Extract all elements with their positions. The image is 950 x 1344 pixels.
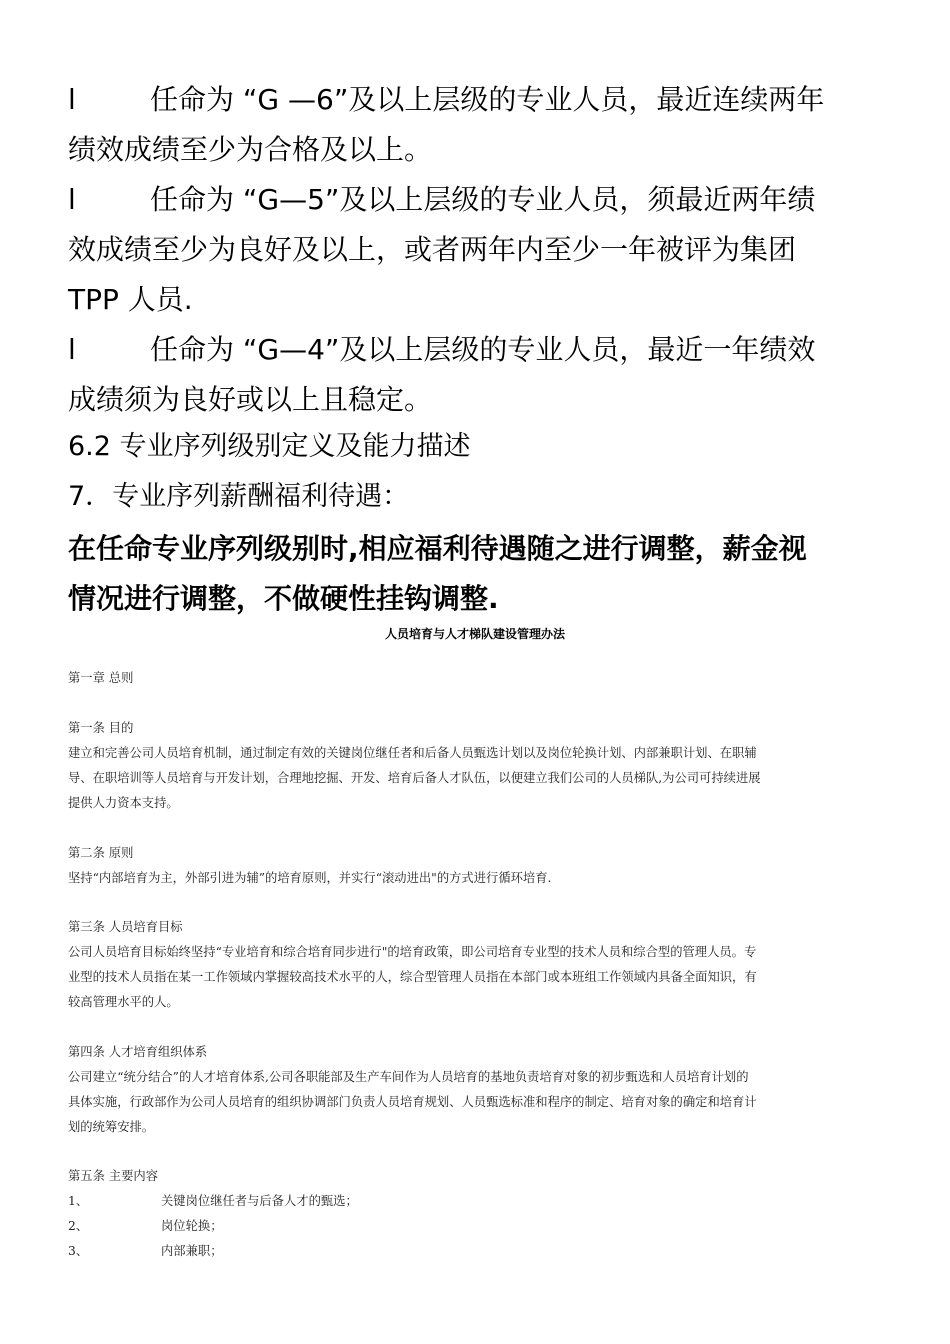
list-item-text: 内部兼职；: [161, 1244, 223, 1258]
bullet-paragraph-2: [68, 175, 883, 225]
pay-line-1: 在任命专业序列级别时,相应福利待遇随之进行调整，薪金视: [68, 532, 807, 565]
chapter-1-heading: 第一章 总则: [68, 671, 134, 685]
document-title: 人员培育与人才梯队建设管理办法: [384, 627, 565, 641]
bullet-mark: l: [68, 183, 76, 216]
article-4-line-1: 公司建立“统分结合”的人才培育体系,公司各职能部及生产车间作为人员培育的基地负责培育对象的初步甄选和人员培育计划的: [68, 1070, 749, 1084]
pay-line-2: 情况进行调整，不做硬性挂钩调整.: [68, 582, 499, 615]
article-3-line-1: 公司人员培育目标始终坚持“专业培育和综合培育同步进行"的培育政策，即公司培育专业型的技术人员和综合型的管理人员。专: [68, 945, 757, 959]
article-3-line-3: 较高管理水平的人。: [68, 995, 179, 1009]
section-7-heading: 7．专业序列薪酬福利待遇：: [68, 481, 410, 512]
bullet-3-line-1: 任命为 “G—4”及以上层级的专业人员，最近一年绩效: [150, 333, 816, 366]
bullet-1-line-2: 绩效成绩至少为合格及以上。: [68, 133, 433, 166]
section-6-2-heading: 6.2 专业序列级别定义及能力描述: [68, 431, 471, 462]
list-item-number: 2、: [68, 1219, 89, 1233]
article-3-line-2: 业型的技术人员指在某一工作领域内掌握较高技术水平的人，综合型管理人员指在本部门或本班组工作领域内具备全面知识，有: [68, 970, 757, 984]
list-item: [68, 1214, 883, 1239]
bullet-2-line-3: TPP 人员.: [68, 283, 193, 316]
article-2-line-1: 坚持“内部培育为主，外部引进为辅”的培育原则，并实行“滚动进出"的方式进行循环培育.: [68, 871, 552, 885]
article-4-title: 第四条 人才培育组织体系: [68, 1045, 208, 1059]
bullet-1-line-1: 任命为 “G —6”及以上层级的专业人员，最近连续两年: [150, 83, 825, 116]
article-1-line-1: 建立和完善公司人员培育机制，通过制定有效的关键岗位继任者和后备人员甄选计划以及岗位轮换计划、内部兼职计划、在职辅: [68, 746, 757, 760]
article-3-title: 第三条 人员培育目标: [68, 920, 183, 934]
bullet-2-line-2: 效成绩至少为良好及以上，或者两年内至少一年被评为集团: [68, 233, 797, 266]
article-1-title: 第一条 目的: [68, 721, 134, 735]
article-1-line-3: 提供人力资本支持。: [68, 796, 179, 810]
bullet-paragraph-3: [68, 325, 883, 375]
list-item-text: 岗位轮换；: [161, 1219, 223, 1233]
list-item: [68, 1189, 883, 1214]
bullet-mark: l: [68, 83, 76, 116]
article-4-line-2: 具体实施，行政部作为公司人员培育的组织协调部门负责人员培育规划、人员甄选标准和程序的制定、培育对象的确定和培育计: [68, 1095, 757, 1109]
article-5-title: 第五条 主要内容: [68, 1169, 158, 1183]
bullet-3-line-2: 成绩须为良好或以上且稳定。: [68, 383, 433, 416]
bullet-paragraph-1: [68, 75, 883, 125]
list-item: [68, 1239, 883, 1264]
list-item-number: 3、: [68, 1244, 89, 1258]
list-item-number: 1、: [68, 1194, 89, 1208]
list-item-text: 关键岗位继任者与后备人才的甄选；: [161, 1194, 358, 1208]
article-4-line-3: 划的统筹安排。: [68, 1120, 155, 1134]
article-1-line-2: 导、在职培训等人员培育与开发计划，合理地挖掘、开发、培育后备人才队伍，以便建立我们公司的人员梯队,为公司可持续进展: [68, 771, 761, 785]
bullet-mark: l: [68, 333, 76, 366]
article-2-title: 第二条 原则: [68, 846, 134, 860]
bullet-2-line-1: 任命为 “G—5”及以上层级的专业人员，须最近两年绩: [150, 183, 816, 216]
